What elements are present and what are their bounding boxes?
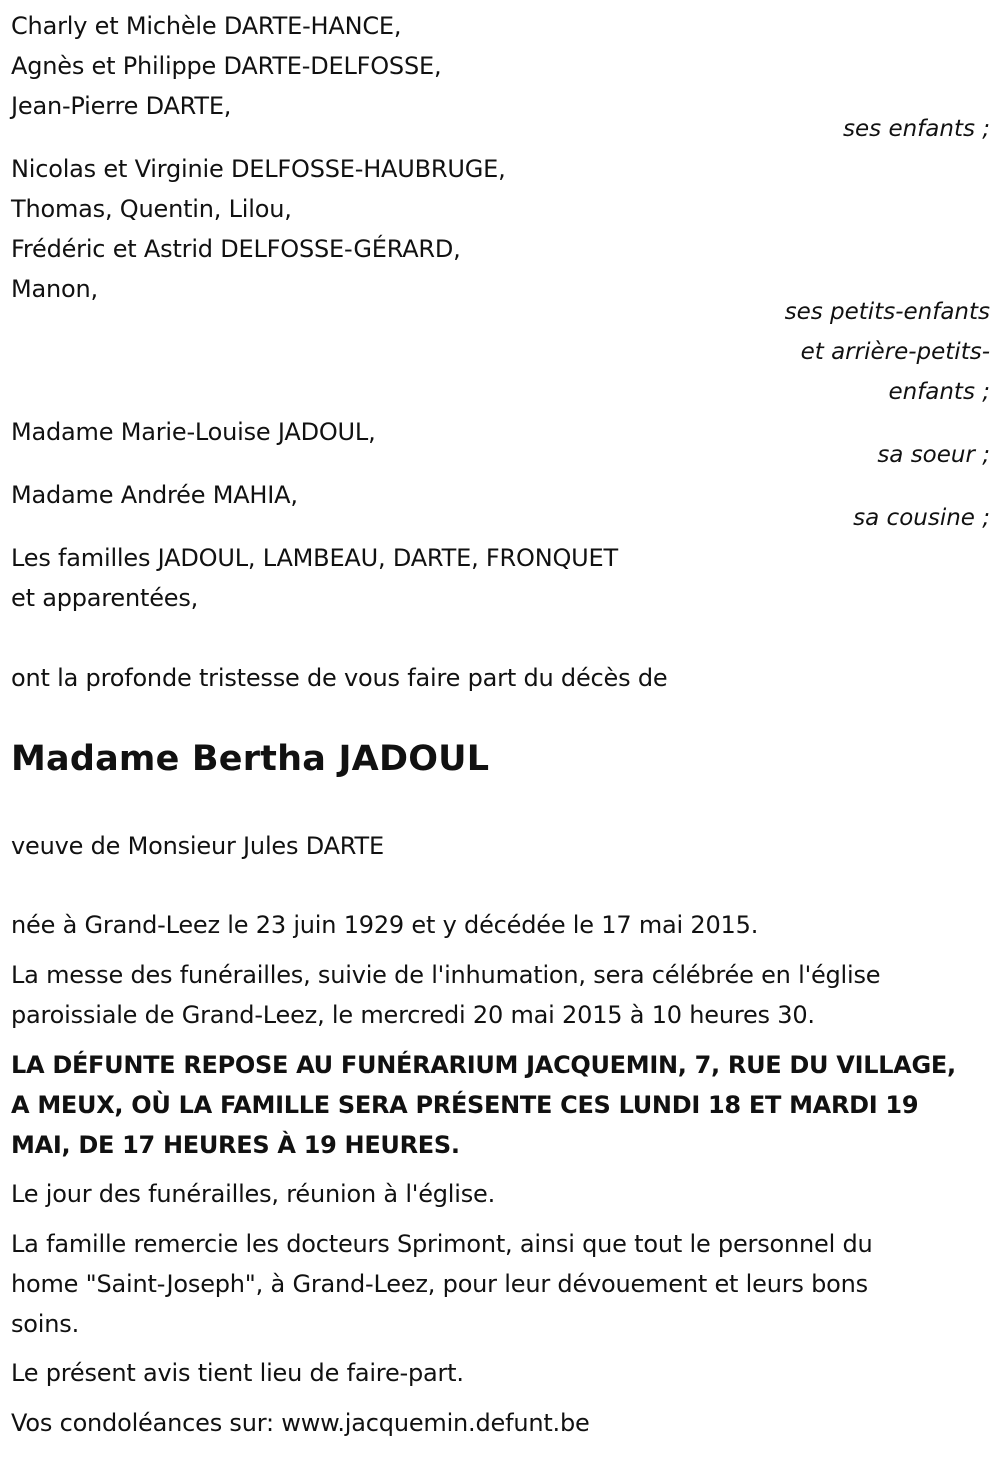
condolences-text: Vos condoléances sur: www.jacquemin.defunt.be xyxy=(11,1409,590,1437)
grandchildren-line-3: Frédéric et Astrid DELFOSSE-GÉRARD, xyxy=(11,235,461,263)
grandchildren-line-4: Manon, xyxy=(11,275,98,303)
children-line-3: Jean-Pierre DARTE, xyxy=(11,92,232,120)
thanks-line-1: La famille remercie les docteurs Sprimont, ainsi que tout le personnel du xyxy=(11,1230,873,1258)
funeral-mass-line-1: La messe des funérailles, suivie de l'inhumation, sera célébrée en l'église xyxy=(11,961,881,989)
sister-line: Madame Marie-Louise JADOUL, xyxy=(11,418,376,446)
grandchildren-line-2: Thomas, Quentin, Lilou, xyxy=(11,195,292,223)
birth-death-text: née à Grand-Leez le 23 juin 1929 et y décédée le 17 mai 2015. xyxy=(11,911,759,939)
grandchildren-relation-1: ses petits-enfants xyxy=(784,299,990,325)
meeting-text: Le jour des funérailles, réunion à l'église. xyxy=(11,1180,496,1208)
children-line-2: Agnès et Philippe DARTE-DELFOSSE, xyxy=(11,52,442,80)
grandchildren-relation-2: et arrière-petits- xyxy=(800,339,990,365)
grandchildren-line-1: Nicolas et Virginie DELFOSSE-HAUBRUGE, xyxy=(11,155,506,183)
repose-line-1: LA DÉFUNTE REPOSE AU FUNÉRARIUM JACQUEMIN, 7, RUE DU VILLAGE, xyxy=(11,1051,956,1079)
cousin-line: Madame Andrée MAHIA, xyxy=(11,481,298,509)
notice-text: Le présent avis tient lieu de faire-part. xyxy=(11,1359,464,1387)
children-relation: ses enfants ; xyxy=(843,116,990,142)
children-line-1: Charly et Michèle DARTE-HANCE, xyxy=(11,12,402,40)
funeral-mass-line-2: paroissiale de Grand-Leez, le mercredi 20 mai 2015 à 10 heures 30. xyxy=(11,1001,815,1029)
repose-line-2: A MEUX, OÙ LA FAMILLE SERA PRÉSENTE CES LUNDI 18 ET MARDI 19 xyxy=(11,1091,919,1119)
cousin-relation: sa cousine ; xyxy=(853,505,990,531)
thanks-line-2: home "Saint-Joseph", à Grand-Leez, pour leur dévouement et leurs bons xyxy=(11,1270,868,1298)
widow-of-text: veuve de Monsieur Jules DARTE xyxy=(11,832,384,860)
families-line-2: et apparentées, xyxy=(11,584,199,612)
grandchildren-relation-3: enfants ; xyxy=(888,379,990,405)
sister-relation: sa soeur ; xyxy=(877,442,990,468)
repose-line-3: MAI, DE 17 HEURES À 19 HEURES. xyxy=(11,1131,460,1159)
families-line-1: Les familles JADOUL, LAMBEAU, DARTE, FRONQUET xyxy=(11,544,618,572)
thanks-line-3: soins. xyxy=(11,1310,79,1338)
deceased-name: Madame Bertha JADOUL xyxy=(11,739,490,779)
announcement-text: ont la profonde tristesse de vous faire part du décès de xyxy=(11,664,668,692)
